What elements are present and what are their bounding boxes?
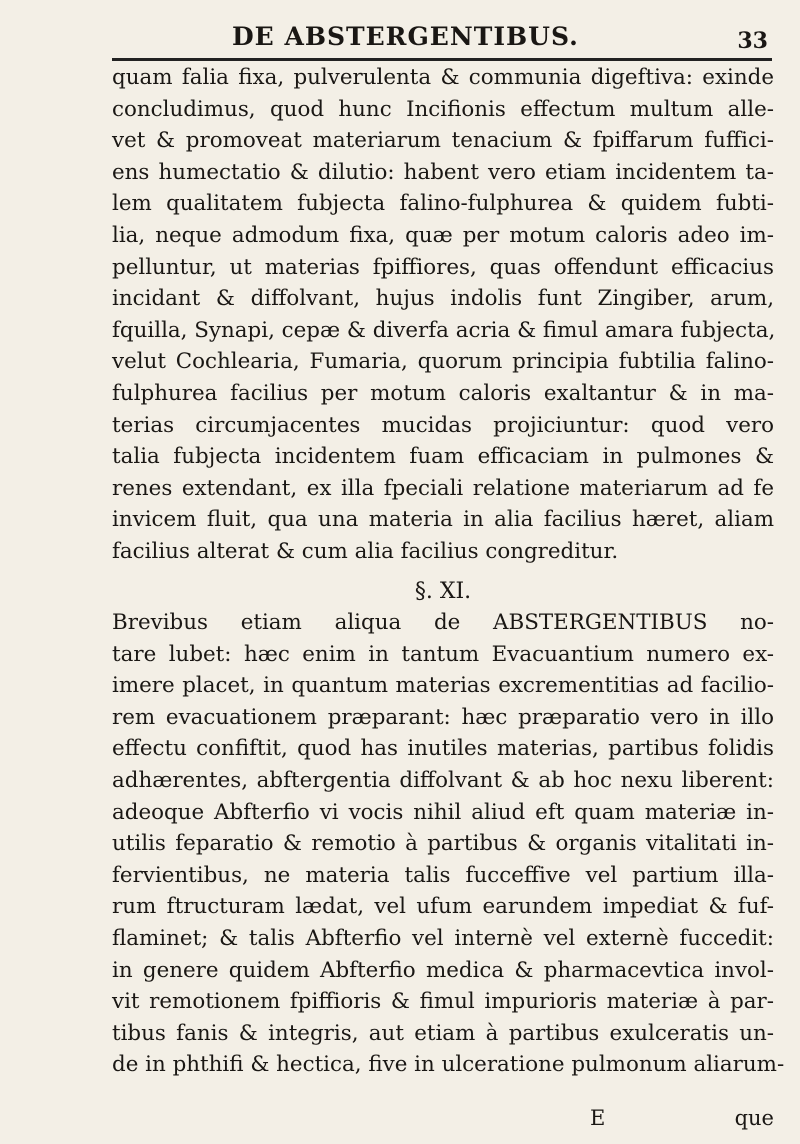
text-line: vet & promoveat materiarum tenacium & fpiffarum fuffici- xyxy=(112,128,774,154)
text-line: invicem fluit, qua una materia in alia facilius hæret, aliam xyxy=(112,507,774,533)
text-line: utilis feparatio & remotio à partibus & organis vitalitati in- xyxy=(112,831,774,857)
body-text xyxy=(112,62,785,1081)
text-line: vit remotionem fpiffioris & fimul impurioris materiæ à par- xyxy=(112,989,774,1015)
text-line: fulphurea facilius per motum caloris exaltantur & in ma- xyxy=(112,380,774,406)
running-head: DE ABSTERGENTIBUS. xyxy=(232,22,579,51)
text-line: rem evacuationem præparant: hæc præparatio vero in illo xyxy=(112,704,774,730)
paragraph-1 xyxy=(112,62,774,568)
section-heading: §. XI. xyxy=(414,578,472,604)
text-line: velut Cochlearia, Fumaria, quorum principia fubtilia falino- xyxy=(112,349,774,375)
text-line: tibus fanis & integris, aut etiam à partibus exulceratis un- xyxy=(112,1020,774,1046)
text-line: Brevibus etiam aliqua de ABSTERGENTIBUS no- xyxy=(112,610,774,636)
text-line: lia, neque admodum fixa, quæ per motum caloris adeo im- xyxy=(112,222,774,248)
text-line: rum ftructuram lædat, vel ufum earundem impediat & fuf- xyxy=(112,894,774,920)
text-line: incidant & diffolvant, hujus indolis funt Zingiber, arum, xyxy=(112,286,774,312)
text-line: imere placet, in quantum materias excrementitias ad facilio- xyxy=(112,673,774,699)
text-line: de in phthifi & hectica, five in ulceratione pulmonum aliarum- xyxy=(112,1052,785,1078)
text-line: adeoque Abfterfio vi vocis nihil aliud eft quam materiæ in- xyxy=(112,799,774,825)
signature-mark: E xyxy=(590,1106,606,1130)
text-line: fquilla, Synapi, cepæ & diverfa acria & fimul amara fubjecta, xyxy=(112,317,776,343)
text-line: fervientibus, ne materia talis fucceffive vel partium illa- xyxy=(112,862,774,888)
text-line: terias circumjacentes mucidas projiciuntur: quod vero xyxy=(112,412,774,438)
text-line: concludimus, quod hunc Incifionis effectum multum alle- xyxy=(112,96,774,122)
text-line: talia fubjecta incidentem fuam efficaciam in pulmones & xyxy=(112,444,774,470)
text-line: tare lubet: hæc enim in tantum Evacuantium numero ex- xyxy=(112,641,774,667)
text-line: in genere quidem Abfterfio medica & pharmacevtica invol- xyxy=(112,957,774,983)
text-line: renes extendant, ex illa fpeciali relatione materiarum ad fe xyxy=(112,475,774,501)
paragraph-2 xyxy=(112,607,785,1081)
text-line: adhærentes, abftergentia diffolvant & ab hoc nexu liberent: xyxy=(112,768,774,794)
text-line: pelluntur, ut materias fpiffiores, quas offendunt efficacius xyxy=(112,254,774,280)
catchword: que xyxy=(734,1106,774,1130)
text-line: flaminet; & talis Abfterfio vel internè vel externè fuccedit: xyxy=(112,926,774,952)
text-line: quam falia fixa, pulverulenta & communia digeftiva: exinde xyxy=(112,65,774,90)
text-line: facilius alterat & cum alia facilius congreditur. xyxy=(112,538,619,564)
text-line: ens humectatio & dilutio: habent vero etiam incidentem ta- xyxy=(112,159,774,185)
text-line: effectu confiftit, quod has inutiles materias, partibus folidis xyxy=(112,736,774,762)
text-line: lem qualitatem fubjecta falino-fulphurea & quidem fubti- xyxy=(112,191,774,217)
page-number: 33 xyxy=(737,28,768,54)
page-header xyxy=(112,22,772,61)
